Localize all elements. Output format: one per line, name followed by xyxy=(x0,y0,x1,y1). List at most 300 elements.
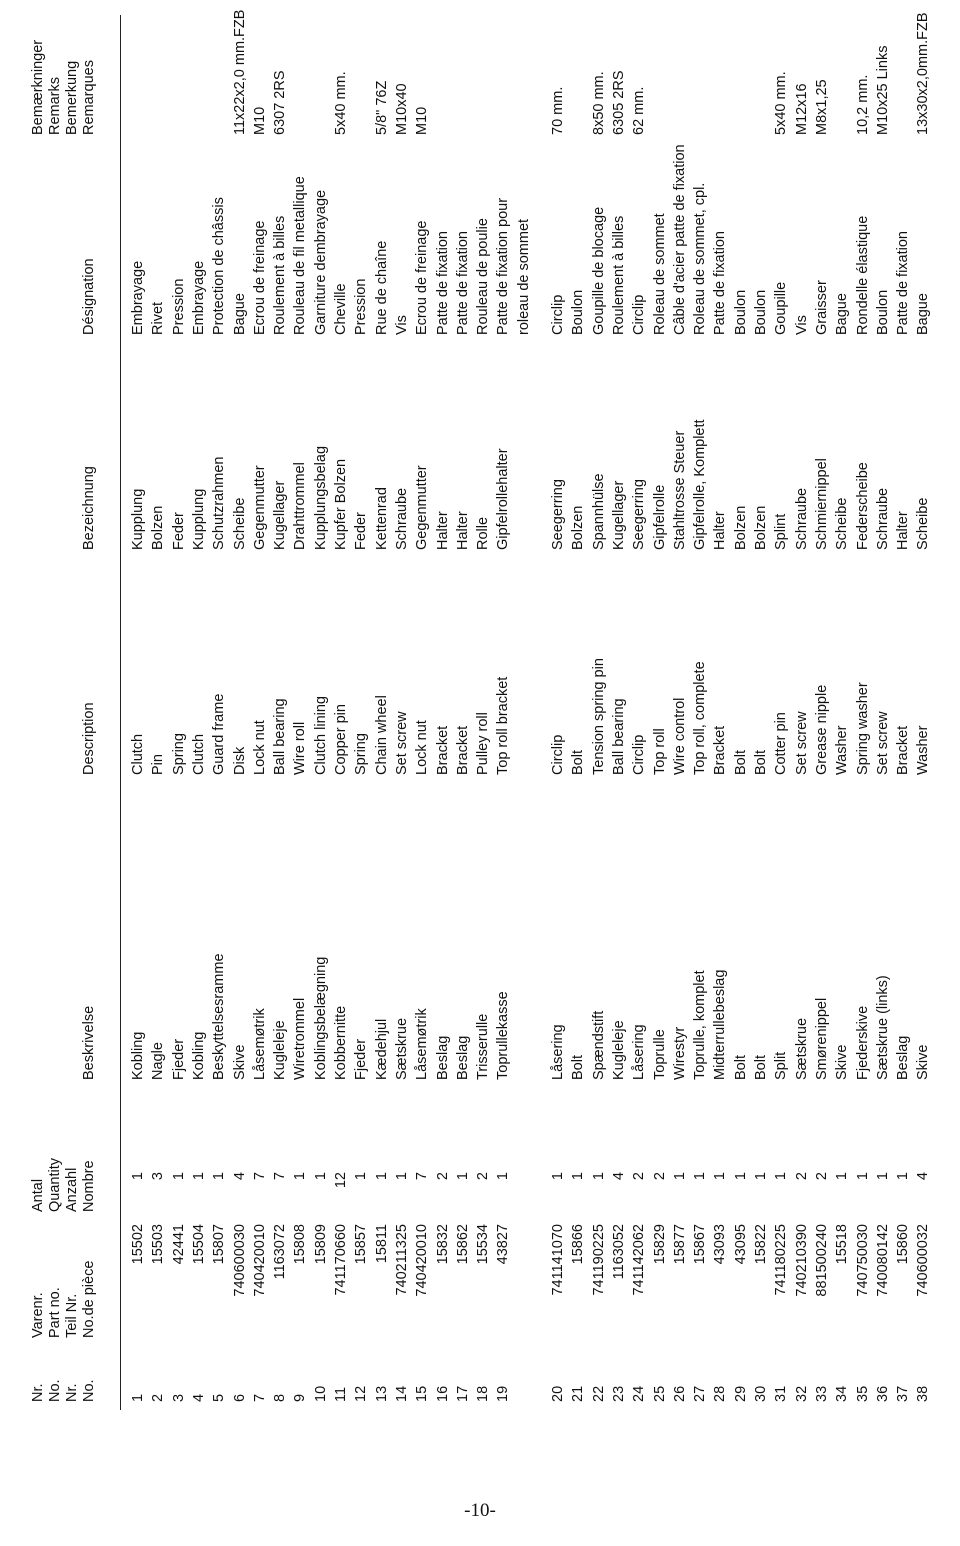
cell-besk: Beslag xyxy=(895,1035,912,1080)
cell-rem: M12x16 xyxy=(793,83,810,135)
header-qty xyxy=(30,1158,98,1212)
table-row xyxy=(589,10,611,1410)
cell-desg: Roleau de sommet, cpl. xyxy=(692,182,709,335)
cell-desc: Tension spring pin xyxy=(590,658,607,775)
cell-desc: Spring washer xyxy=(854,682,871,775)
cell-nr: 8 xyxy=(272,1393,289,1402)
cell-part: 15866 xyxy=(570,1224,587,1265)
cell-desg: Goupille xyxy=(773,281,790,335)
table-row xyxy=(209,10,231,1410)
cell-bez: Stahltrosse Steuer xyxy=(671,430,688,550)
cell-desg: Embrayage xyxy=(130,260,146,335)
cell-desc: Pulley roll xyxy=(475,712,492,775)
cell-bez: Schraube xyxy=(393,487,410,550)
table-row xyxy=(169,10,191,1410)
cell-qty: 1 xyxy=(753,1172,769,1181)
cell-nr: 13 xyxy=(373,1385,390,1402)
cell-desg: Boulon xyxy=(753,289,769,335)
cell-besk: Skive xyxy=(915,1044,932,1080)
cell-nr: 1 xyxy=(130,1393,146,1402)
header-bezeichnung-line: Bezeichnung xyxy=(81,466,97,550)
cell-desc: Copper pin xyxy=(333,704,349,775)
cell-qty: 2 xyxy=(651,1172,668,1181)
cell-part: 740420010 xyxy=(414,1224,431,1297)
cell-desg: Rouleau de fil metallique xyxy=(292,176,309,335)
cell-bez: Kupplungsbelag xyxy=(312,445,329,550)
cell-bez: Seegerring xyxy=(550,479,566,550)
cell-desg: Patte de fixation pour xyxy=(495,197,512,335)
cell-desc: Spring xyxy=(170,733,187,775)
cell-rem: M10x40 xyxy=(393,83,410,135)
cell-part: 741180225 xyxy=(773,1224,790,1296)
table-row xyxy=(771,10,793,1410)
cell-nr: 23 xyxy=(610,1385,627,1402)
cell-desg: roleau de sommet xyxy=(515,218,532,335)
cell-rem: M10 xyxy=(414,106,431,135)
table-row xyxy=(351,10,373,1410)
cell-nr: 30 xyxy=(753,1385,769,1402)
cell-desc: Set screw xyxy=(793,711,810,775)
cell-desc: Clutch lining xyxy=(312,696,329,775)
table-row xyxy=(453,10,475,1410)
cell-qty: 4 xyxy=(610,1172,627,1181)
cell-rem: 11x22x2,0 mm.FZB xyxy=(231,9,248,135)
cell-bez: Bolzen xyxy=(570,505,587,550)
cell-besk: Bolt xyxy=(732,1055,749,1080)
cell-nr: 27 xyxy=(692,1385,709,1402)
cell-qty: 1 xyxy=(495,1172,512,1181)
cell-desg: Cheville xyxy=(333,283,349,335)
cell-besk: Sætskrue xyxy=(393,1017,410,1080)
cell-desg: Boulon xyxy=(732,289,749,335)
cell-nr: 32 xyxy=(793,1385,810,1402)
cell-besk: Låsemøtrik xyxy=(251,1008,268,1080)
cell-part: 15502 xyxy=(130,1224,146,1265)
cell-part: 740600032 xyxy=(915,1224,932,1297)
cell-qty: 1 xyxy=(312,1172,329,1181)
cell-qty: 1 xyxy=(373,1172,390,1181)
cell-besk: Bolt xyxy=(753,1055,769,1080)
cell-desg: Circlip xyxy=(631,294,648,335)
cell-bez: Gipfelrolle xyxy=(651,484,668,550)
cell-desc: Bracket xyxy=(454,725,471,775)
header-nr-line: No. xyxy=(47,1379,63,1402)
cell-desc: Bracket xyxy=(712,725,729,775)
cell-bez: Scheibe xyxy=(915,497,932,550)
cell-qty: 1 xyxy=(773,1172,790,1181)
cell-besk: Toprullekasse xyxy=(495,991,512,1080)
table-row xyxy=(731,10,753,1410)
cell-bez: Gipfelrollehalter xyxy=(495,448,512,550)
cell-rem: 6307 2RS xyxy=(272,70,289,135)
header-remarks-line: Remarks xyxy=(47,76,63,135)
cell-qty: 1 xyxy=(353,1172,370,1181)
cell-qty: 2 xyxy=(631,1172,648,1181)
cell-desc: Bracket xyxy=(434,725,451,775)
cell-nr: 20 xyxy=(550,1385,566,1402)
cell-nr: 5 xyxy=(211,1393,228,1402)
cell-part: 15518 xyxy=(834,1224,851,1265)
table-row xyxy=(568,10,590,1410)
cell-rem: 62 mm. xyxy=(631,86,648,135)
cell-besk: Kædehjul xyxy=(373,1018,390,1080)
cell-nr: 18 xyxy=(475,1385,492,1402)
header-designation-line: Désignation xyxy=(81,258,97,335)
table-row xyxy=(893,10,915,1410)
header-description xyxy=(30,702,98,775)
header-description-line: Description xyxy=(81,702,97,775)
cell-besk: Fjederskive xyxy=(854,1005,871,1080)
cell-desg: Patte de fixation xyxy=(895,231,912,335)
cell-desc: Circlip xyxy=(550,734,566,775)
table-row xyxy=(609,10,631,1410)
cell-besk: Sætskrue (links) xyxy=(874,975,891,1080)
cell-rem: M10 xyxy=(251,106,268,135)
cell-bez: Seegerring xyxy=(631,479,648,550)
cell-part: 15807 xyxy=(211,1224,228,1265)
cell-qty: 3 xyxy=(150,1172,167,1181)
cell-bez: Bolzen xyxy=(753,505,769,550)
header-remarks-line: Bemærkninger xyxy=(30,39,46,135)
cell-rem: 5/8" 76Z xyxy=(373,80,390,135)
cell-qty: 1 xyxy=(732,1172,749,1181)
cell-bez: Rolle xyxy=(475,516,492,550)
cell-desc: Wire control xyxy=(671,697,688,775)
cell-qty: 1 xyxy=(190,1172,207,1181)
table-row xyxy=(128,10,150,1410)
cell-besk: Fjeder xyxy=(353,1038,370,1080)
cell-part: 741142062 xyxy=(631,1224,648,1296)
cell-qty: 1 xyxy=(854,1172,871,1181)
cell-desg: Roulement à billes xyxy=(610,215,627,335)
cell-part: 15829 xyxy=(651,1224,668,1265)
header-divider xyxy=(120,15,121,1410)
cell-desc: Set screw xyxy=(393,711,410,775)
cell-qty: 1 xyxy=(671,1172,688,1181)
cell-part: 43093 xyxy=(712,1224,729,1265)
cell-bez: Kupplung xyxy=(130,488,146,550)
cell-nr: 12 xyxy=(353,1385,370,1402)
cell-bez: Scheibe xyxy=(834,497,851,550)
cell-besk: Trisserulle xyxy=(475,1013,492,1080)
cell-rem: 8x50 mm. xyxy=(590,71,607,135)
cell-nr: 26 xyxy=(671,1385,688,1402)
cell-bez: Kugellager xyxy=(610,480,627,550)
cell-part: 741141070 xyxy=(550,1224,566,1296)
cell-part: 15822 xyxy=(753,1224,769,1265)
cell-part: 881500240 xyxy=(813,1224,830,1297)
cell-desg: Rouleau de poulie xyxy=(475,218,492,335)
cell-part: 1163072 xyxy=(272,1224,289,1280)
cell-besk: Smørenippel xyxy=(813,997,830,1080)
cell-part: 43827 xyxy=(495,1224,512,1265)
table-row xyxy=(270,10,292,1410)
cell-bez: Spannhülse xyxy=(590,473,607,550)
cell-besk: Låsering xyxy=(631,1024,648,1080)
cell-qty: 7 xyxy=(414,1172,431,1181)
cell-besk: Fjeder xyxy=(170,1038,187,1080)
cell-besk: Toprulle, komplet xyxy=(692,970,709,1080)
cell-desg: Ecrou de freinage xyxy=(251,220,268,335)
cell-bez: Bolzen xyxy=(150,505,167,550)
cell-desg: Patte de fixation xyxy=(434,231,451,335)
cell-qty: 1 xyxy=(834,1172,851,1181)
cell-part: 15503 xyxy=(150,1224,167,1265)
header-remarks-line: Bemerkung xyxy=(64,60,80,135)
cell-desg: Protection de châssis xyxy=(211,197,228,335)
cell-qty: 1 xyxy=(712,1172,729,1181)
cell-bez: Gipfelrolle, Komplett xyxy=(692,419,709,550)
cell-qty: 12 xyxy=(333,1172,349,1189)
cell-desg: Bague xyxy=(231,293,248,335)
cell-part: 15534 xyxy=(475,1224,492,1265)
cell-desg: Bague xyxy=(834,293,851,335)
cell-bez: Scheibe xyxy=(231,497,248,550)
cell-besk: Sætskrue xyxy=(793,1017,810,1080)
cell-qty: 4 xyxy=(915,1172,932,1181)
cell-besk: Skive xyxy=(231,1044,248,1080)
table-row xyxy=(331,10,353,1410)
table-row xyxy=(710,10,732,1410)
table-row xyxy=(433,10,455,1410)
cell-desg: Bague xyxy=(915,293,932,335)
cell-desg: Câble d'acier patte de fixation xyxy=(671,144,688,335)
cell-bez: Halter xyxy=(434,511,451,550)
header-qty-line: Anzahl xyxy=(64,1167,80,1212)
cell-desc: Washer xyxy=(834,725,851,775)
cell-qty: 1 xyxy=(550,1172,566,1181)
cell-nr: 24 xyxy=(631,1385,648,1402)
cell-desc: Wire roll xyxy=(292,721,309,775)
header-designation xyxy=(30,258,98,335)
cell-bez: Kupfer Bolzen xyxy=(333,458,349,550)
cell-bez: Schmiernippel xyxy=(813,458,830,550)
cell-part: 15877 xyxy=(671,1224,688,1265)
cell-part: 740210390 xyxy=(793,1224,810,1297)
table-row xyxy=(148,10,170,1410)
table-row xyxy=(650,10,672,1410)
cell-besk: Beslag xyxy=(454,1035,471,1080)
cell-nr: 21 xyxy=(570,1385,587,1402)
cell-nr: 33 xyxy=(813,1385,830,1402)
table-row xyxy=(372,10,394,1410)
cell-rem: 6305 2RS xyxy=(610,70,627,135)
cell-desc: Bolt xyxy=(753,750,769,775)
cell-desc: Lock nut xyxy=(251,720,268,775)
cell-part: 15811 xyxy=(373,1224,390,1264)
cell-nr: 31 xyxy=(773,1385,790,1402)
cell-desg: Garniture dembrayage xyxy=(312,189,329,335)
cell-part: 15809 xyxy=(312,1224,329,1265)
cell-besk: Kugleleje xyxy=(272,1020,289,1080)
cell-bez: Splint xyxy=(773,513,790,550)
cell-bez: Drahttrommel xyxy=(292,462,309,550)
cell-qty: 1 xyxy=(211,1172,228,1181)
header-qty-line: Antal xyxy=(30,1178,46,1212)
cell-desc: Lock nut xyxy=(414,720,431,775)
cell-rem: M10x25 Links xyxy=(874,45,891,135)
cell-bez: Kettenrad xyxy=(373,487,390,550)
cell-qty: 2 xyxy=(793,1172,810,1181)
cell-bez: Halter xyxy=(895,511,912,550)
cell-nr: 11 xyxy=(333,1386,349,1402)
cell-desg: Boulon xyxy=(874,289,891,335)
cell-nr: 29 xyxy=(732,1385,749,1402)
cell-part: 15862 xyxy=(454,1224,471,1265)
cell-rem: 5x40 mm. xyxy=(773,71,790,135)
header-qty-line: Quantity xyxy=(47,1158,63,1212)
cell-desc: Disk xyxy=(231,746,248,775)
table-row xyxy=(751,10,773,1410)
cell-part: 740600030 xyxy=(231,1224,248,1297)
cell-desc: Bolt xyxy=(732,750,749,775)
cell-desc: Chain wheel xyxy=(373,695,390,775)
table-row xyxy=(670,10,692,1410)
cell-desc: Circlip xyxy=(631,734,648,775)
cell-desg: Pression xyxy=(353,278,370,335)
cell-bez: Gegenmutter xyxy=(251,465,268,550)
cell-qty: 4 xyxy=(231,1172,248,1181)
cell-desg: Roleau de sommet xyxy=(651,213,668,335)
cell-besk: Låsemøtrik xyxy=(414,1008,431,1080)
cell-besk: Beskyttelsesramme xyxy=(211,953,228,1080)
cell-qty: 1 xyxy=(393,1172,410,1181)
cell-desc: Clutch xyxy=(130,733,146,775)
cell-nr: 34 xyxy=(834,1385,851,1402)
table-row xyxy=(514,10,536,1410)
header-remarks-line: Remarques xyxy=(81,60,97,135)
header-part-line: Teil Nr. xyxy=(64,1293,80,1338)
cell-bez: Schraube xyxy=(793,487,810,550)
cell-desg: Embrayage xyxy=(190,260,207,335)
table-row xyxy=(230,10,252,1410)
table-row xyxy=(473,10,495,1410)
cell-part: 15867 xyxy=(692,1224,709,1265)
table-row xyxy=(290,10,312,1410)
cell-besk: Beslag xyxy=(434,1035,451,1080)
cell-nr: 6 xyxy=(231,1393,248,1402)
cell-desg: Vis xyxy=(393,315,410,335)
header-remarks xyxy=(30,40,98,135)
header-nr xyxy=(30,1379,98,1402)
cell-desg: Rivet xyxy=(150,301,167,335)
cell-besk: Split xyxy=(773,1051,790,1080)
cell-bez: Gegenmutter xyxy=(414,465,431,550)
cell-besk: Skive xyxy=(834,1044,851,1080)
table-header xyxy=(30,10,106,1410)
header-nr-line: Nr. xyxy=(64,1383,80,1402)
cell-part: 741170660 xyxy=(333,1224,349,1296)
cell-qty: 1 xyxy=(692,1172,709,1181)
cell-besk: Kobling xyxy=(130,1031,146,1080)
cell-part: 42441 xyxy=(170,1224,187,1265)
header-part-line: No.de pièce xyxy=(81,1260,97,1338)
cell-desg: Circlip xyxy=(550,294,566,335)
cell-qty: 1 xyxy=(590,1172,607,1181)
table-row xyxy=(913,10,935,1410)
cell-part: 15857 xyxy=(353,1224,370,1265)
cell-desg: Ecrou de freinage xyxy=(414,220,431,335)
cell-bez: Schutzrahmen xyxy=(211,456,228,550)
cell-desc: Ball bearing xyxy=(272,698,289,775)
cell-besk: Wirestyr xyxy=(671,1026,688,1080)
table-row xyxy=(853,10,875,1410)
cell-nr: 4 xyxy=(190,1393,207,1402)
cell-nr: 25 xyxy=(651,1385,668,1402)
cell-rem: 13x30x2,0mm.FZB xyxy=(915,12,932,135)
cell-desc: Cotter pin xyxy=(773,712,790,775)
cell-desg: Patte de fixation xyxy=(454,231,471,335)
cell-part: 740211325 xyxy=(393,1224,410,1296)
cell-nr: 17 xyxy=(454,1385,471,1402)
header-part-line: Varenr. xyxy=(30,1292,46,1338)
cell-desg: Roulement à billes xyxy=(272,215,289,335)
cell-part: 15808 xyxy=(292,1224,309,1265)
cell-bez: Halter xyxy=(712,511,729,550)
cell-qty: 2 xyxy=(813,1172,830,1181)
cell-desg: Patte de fixation xyxy=(712,231,729,335)
cell-qty: 1 xyxy=(170,1172,187,1181)
table-row xyxy=(250,10,272,1410)
cell-nr: 14 xyxy=(393,1385,410,1402)
cell-besk: Spændstift xyxy=(590,1010,607,1080)
table-row xyxy=(812,10,834,1410)
table-row xyxy=(493,10,515,1410)
cell-qty: 1 xyxy=(874,1172,891,1181)
cell-qty: 1 xyxy=(895,1172,912,1181)
header-part-line: Part no. xyxy=(47,1287,63,1338)
cell-desg: Graisser xyxy=(813,280,830,335)
header-nr-line: Nr. xyxy=(30,1383,46,1402)
cell-bez: Feder xyxy=(170,512,187,550)
table-row xyxy=(392,10,414,1410)
cell-part: 1163052 xyxy=(610,1224,627,1280)
cell-bez: Schraube xyxy=(874,487,891,550)
cell-nr: 36 xyxy=(874,1385,891,1402)
parts-table xyxy=(20,10,940,1410)
cell-bez: Kugellager xyxy=(272,480,289,550)
cell-desg: Vis xyxy=(793,315,810,335)
cell-desc: Pin xyxy=(150,754,167,775)
cell-qty: 1 xyxy=(130,1172,146,1181)
table-row xyxy=(189,10,211,1410)
table-row xyxy=(311,10,333,1410)
cell-nr: 37 xyxy=(895,1385,912,1402)
cell-qty: 2 xyxy=(475,1172,492,1181)
cell-nr: 10 xyxy=(312,1385,329,1402)
header-bezeichnung xyxy=(30,466,98,550)
cell-bez: Federscheibe xyxy=(854,462,871,550)
header-part xyxy=(30,1261,98,1338)
cell-qty: 2 xyxy=(434,1172,451,1181)
cell-rem: 10,2 mm. xyxy=(854,74,871,135)
cell-besk: Nagle xyxy=(150,1042,167,1080)
cell-nr: 16 xyxy=(434,1385,451,1402)
cell-qty: 7 xyxy=(272,1172,289,1181)
cell-part: 15860 xyxy=(895,1224,912,1265)
cell-desc: Bolt xyxy=(570,750,587,775)
cell-rem: M8x1,25 xyxy=(813,79,830,135)
cell-qty: 1 xyxy=(454,1172,471,1181)
cell-desc: Top roll xyxy=(651,728,668,775)
cell-nr: 15 xyxy=(414,1385,431,1402)
cell-rem: 5x40 mm. xyxy=(333,71,349,135)
cell-part: 15832 xyxy=(434,1224,451,1265)
cell-desg: Boulon xyxy=(570,289,587,335)
cell-nr: 35 xyxy=(854,1385,871,1402)
cell-desc: Top roll bracket xyxy=(495,676,512,775)
cell-besk: Midterrullebeslag xyxy=(712,969,729,1080)
